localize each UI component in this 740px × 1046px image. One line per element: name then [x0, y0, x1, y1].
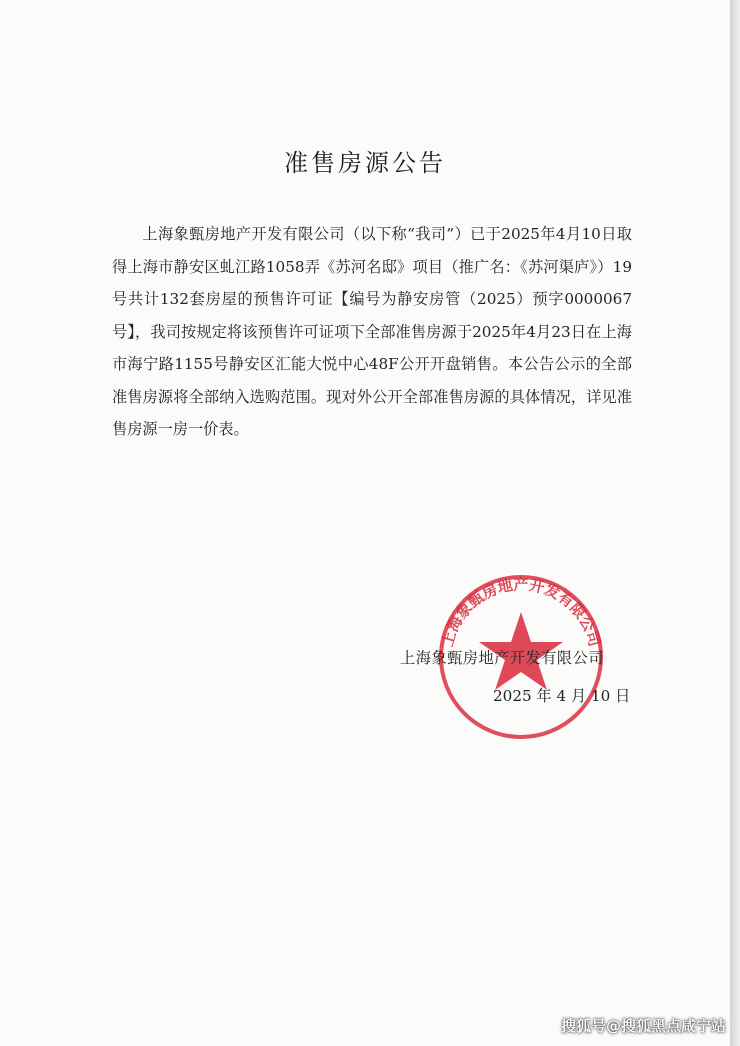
- announcement-body: 上海象甄房地产开发有限公司（以下称“我司”）已于2025年4月10日取得上海市静安区虬江路1058弄《苏河名邸》项目（推广名：《苏河渠庐》）19号共计132套房屋的预售许可证【编号为静安房管（2025）预字0000067号】，我司按规定将该预售许可证项下全部准售房源于2025年4月23日在上海市海宁路1155号静安区汇能大悦中心48F公开开盘销售。本公告公示的全部准售房源将全部纳入选购范围。现对外公开全部准售房源的具体情况，详见准售房源一房一价表。: [112, 225, 632, 438]
- page-edge: [730, 0, 740, 1046]
- document-title: 准售房源公告: [284, 149, 446, 177]
- seal-text: 上海象甄房地产开发有限公司: [438, 575, 604, 649]
- signature-date: 2025 年 4 月 10 日: [493, 687, 631, 705]
- watermark-text: 搜狐号@搜狐黑点咸宁站: [560, 1017, 726, 1035]
- signature-company: 上海象甄房地产开发有限公司: [400, 649, 604, 667]
